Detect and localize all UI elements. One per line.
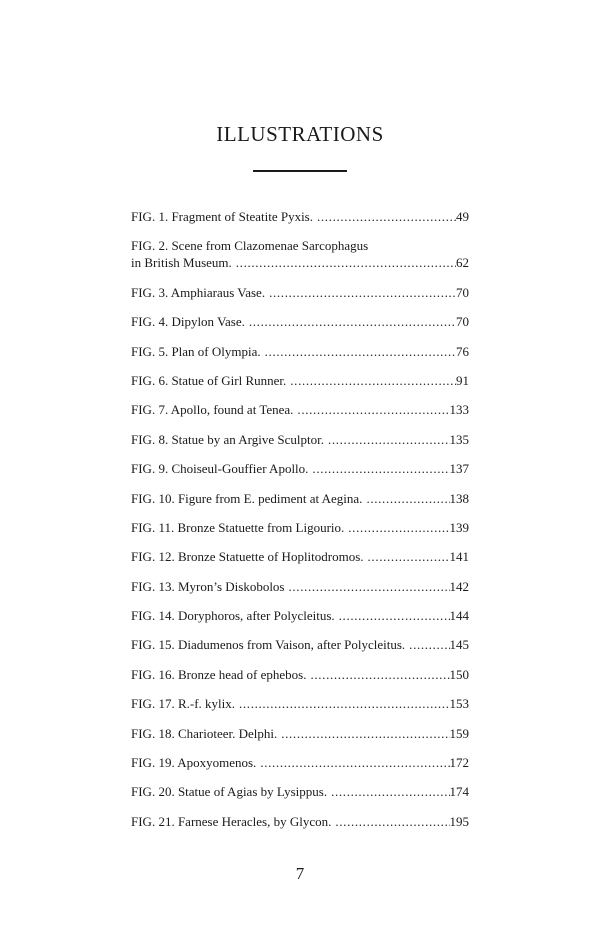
entry-page-number: 153	[449, 696, 469, 712]
dot-leader	[306, 666, 449, 683]
dot-leader	[293, 401, 449, 418]
entry-label: FIG. 10. Figure from E. pediment at Aegina.	[131, 490, 363, 506]
entry-page-number: 139	[449, 519, 469, 535]
entry-label: FIG. 18. Charioteer. Delphi.	[131, 725, 278, 741]
list-item	[131, 343, 469, 360]
illustrations-list	[131, 208, 469, 842]
dot-leader	[256, 754, 449, 771]
list-item	[131, 284, 469, 301]
title-rule	[253, 170, 347, 172]
entry-label-line1: FIG. 2. Scene from Clazomenae Sarcophagus	[131, 238, 369, 254]
dot-leader	[232, 254, 456, 271]
list-item	[131, 401, 469, 418]
entry-page-number: 91	[456, 372, 469, 388]
entry-page-number: 174	[449, 784, 469, 800]
entry-page-number: 137	[449, 461, 469, 477]
dot-leader	[277, 725, 449, 742]
entry-label: FIG. 6. Statue of Girl Runner.	[131, 372, 287, 388]
entry-label: FIG. 19. Apoxyomenos.	[131, 755, 257, 771]
dot-leader	[344, 519, 449, 536]
list-item	[131, 372, 469, 389]
entry-page-number: 144	[449, 608, 469, 624]
list-item	[131, 519, 469, 536]
entry-label: FIG. 4. Dipylon Vase.	[131, 314, 245, 330]
dot-leader	[313, 208, 456, 225]
dot-leader	[245, 313, 456, 330]
list-item	[131, 754, 469, 771]
entry-page-number: 195	[449, 813, 469, 829]
list-item	[131, 490, 469, 507]
entry-label: FIG. 16. Bronze head of ephebos.	[131, 666, 307, 682]
entry-label: FIG. 11. Bronze Statuette from Ligourio.	[131, 519, 345, 535]
list-item	[131, 237, 469, 271]
entry-label: FIG. 9. Choiseul-Gouffier Apollo.	[131, 461, 309, 477]
dot-leader	[324, 431, 450, 448]
page-number: 7	[295, 864, 305, 883]
entry-label: FIG. 5. Plan of Olympia.	[131, 343, 261, 359]
list-item	[131, 431, 469, 448]
entry-page-number: 62	[456, 255, 469, 271]
dot-leader	[286, 372, 456, 389]
entry-label: FIG. 14. Doryphoros, after Polycleitus.	[131, 608, 335, 624]
entry-page-number: 70	[456, 284, 469, 300]
dot-leader	[362, 490, 449, 507]
dot-leader	[335, 607, 450, 624]
entry-label: FIG. 13. Myron’s Diskobolos	[131, 578, 285, 594]
dot-leader	[331, 813, 449, 830]
list-item	[131, 813, 469, 830]
entry-page-number: 145	[449, 637, 469, 653]
entry-page-number: 172	[449, 755, 469, 771]
list-item	[131, 636, 469, 653]
dot-leader	[265, 284, 456, 301]
entry-label: FIG. 1. Fragment of Steatite Pyxis.	[131, 209, 313, 224]
dot-leader	[235, 695, 450, 712]
list-item	[131, 460, 469, 477]
entry-label: in British Museum.	[131, 255, 232, 271]
entry-page-number: 138	[449, 490, 469, 506]
entry-label: FIG. 21. Farnese Heracles, by Glycon.	[131, 813, 332, 829]
entry-label: FIG. 12. Bronze Statuette of Hoplitodromos.	[131, 549, 364, 565]
entry-label: FIG. 17. R.-f. kylix.	[131, 696, 235, 712]
list-item	[131, 666, 469, 683]
dot-leader	[285, 578, 450, 595]
list-item	[131, 208, 469, 225]
entry-label: FIG. 8. Statue by an Argive Sculptor.	[131, 431, 324, 447]
page-title: ILLUSTRATIONS	[216, 122, 384, 146]
dot-leader	[327, 783, 449, 800]
entry-page-number: 70	[456, 314, 469, 330]
entry-label: FIG. 20. Statue of Agias by Lysippus.	[131, 784, 328, 800]
list-item	[131, 313, 469, 330]
list-item	[131, 725, 469, 742]
entry-page-number: 159	[449, 725, 469, 741]
entry-label: FIG. 7. Apollo, found at Tenea.	[131, 402, 294, 418]
entry-page-number: 141	[449, 549, 469, 565]
entry-page-number: 135	[449, 431, 469, 447]
list-item	[131, 695, 469, 712]
entry-label: FIG. 3. Amphiaraus Vase.	[131, 284, 266, 300]
dot-leader	[364, 548, 450, 565]
list-item	[131, 783, 469, 800]
entry-page-number: 133	[449, 402, 469, 418]
entry-page-number: 150	[449, 666, 469, 682]
dot-leader	[261, 343, 456, 360]
entry-page-number: 142	[449, 578, 469, 594]
entry-label: FIG. 15. Diadumenos from Vaison, after Polycleitus.	[131, 637, 406, 653]
dot-leader	[308, 460, 449, 477]
entry-page-number: 49	[456, 209, 469, 224]
list-item	[131, 578, 469, 595]
list-item	[131, 548, 469, 565]
list-item	[131, 607, 469, 624]
entry-page-number: 76	[456, 343, 469, 359]
dot-leader	[405, 636, 449, 653]
